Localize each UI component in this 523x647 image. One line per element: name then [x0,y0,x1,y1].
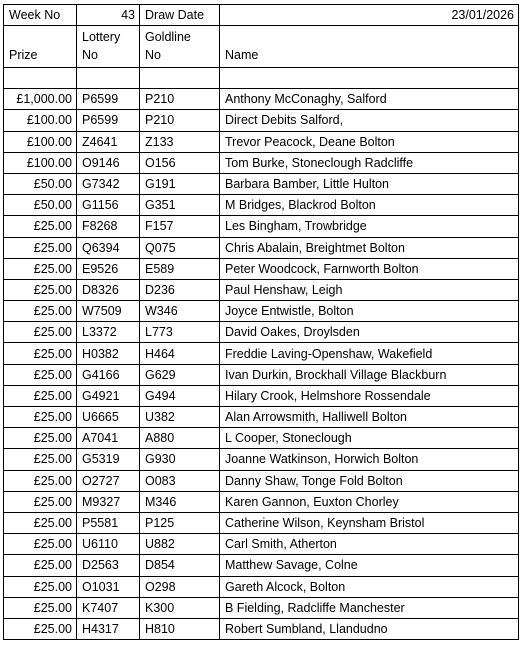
lottery-number-cell: H4317 [77,618,140,639]
goldline-header-line2: No [145,48,161,63]
lottery-number-cell: D2563 [77,555,140,576]
column-header-row [4,26,519,68]
prize-cell: £25.00 [4,301,77,322]
goldline-number-cell: Q075 [140,237,220,258]
lottery-number-cell: Z4641 [77,131,140,152]
lottery-number-cell: G4166 [77,364,140,385]
winner-name-cell: Les Bingham, Trowbridge [220,216,519,237]
prize-cell: £1,000.00 [4,89,77,110]
prize-cell: £25.00 [4,237,77,258]
winner-name-cell: Gareth Alcock, Bolton [220,576,519,597]
table-row [4,343,519,364]
prize-column-header [4,26,77,68]
table-row [4,279,519,300]
lottery-number-cell: U6110 [77,534,140,555]
lottery-number-cell: P5581 [77,512,140,533]
blank-cell [220,68,519,89]
winner-name-cell: Freddie Laving-Openshaw, Wakefield [220,343,519,364]
lottery-number-cell: D8326 [77,279,140,300]
table-row [4,512,519,533]
winner-name-cell: Matthew Savage, Colne [220,555,519,576]
table-row [4,216,519,237]
prize-cell: £100.00 [4,131,77,152]
lottery-number-cell: A7041 [77,428,140,449]
prize-cell: £25.00 [4,385,77,406]
goldline-number-cell: P210 [140,110,220,131]
lottery-number-cell: O2727 [77,470,140,491]
lottery-header-line1: Lottery [82,30,121,45]
goldline-number-cell: G191 [140,173,220,194]
winner-name-cell: M Bridges, Blackrod Bolton [220,195,519,216]
table-row [4,428,519,449]
goldline-number-cell: G351 [140,195,220,216]
prize-cell: £50.00 [4,195,77,216]
prize-cell: £25.00 [4,449,77,470]
winner-name-cell: Joyce Entwistle, Bolton [220,301,519,322]
table-row [4,195,519,216]
goldline-number-cell: F157 [140,216,220,237]
lottery-number-cell: F8268 [77,216,140,237]
winner-name-cell: B Fielding, Radcliffe Manchester [220,597,519,618]
lottery-number-cell: E9526 [77,258,140,279]
prize-cell: £25.00 [4,279,77,300]
goldline-number-cell: W346 [140,301,220,322]
lottery-number-cell: W7509 [77,301,140,322]
goldline-number-cell: P210 [140,89,220,110]
goldline-number-cell: U882 [140,534,220,555]
lottery-number-cell: P6599 [77,110,140,131]
goldline-number-cell: O298 [140,576,220,597]
winner-name-cell: Carl Smith, Atherton [220,534,519,555]
lottery-number-cell: G1156 [77,195,140,216]
prize-cell: £100.00 [4,152,77,173]
winner-name-cell: Direct Debits Salford, [220,110,519,131]
winner-name-cell: Ivan Durkin, Brockhall Village Blackburn [220,364,519,385]
lottery-number-cell: G5319 [77,449,140,470]
week-label: Week No [4,5,77,26]
results-table [3,4,519,640]
goldline-number-cell: G629 [140,364,220,385]
lottery-number-cell: Q6394 [77,237,140,258]
winner-name-cell: Karen Gannon, Euxton Chorley [220,491,519,512]
blank-cell [4,68,77,89]
table-row [4,364,519,385]
table-row [4,258,519,279]
winner-name-cell: Hilary Crook, Helmshore Rossendale [220,385,519,406]
table-row [4,597,519,618]
prize-cell: £25.00 [4,364,77,385]
prize-header-label: Prize [9,48,38,63]
table-row [4,470,519,491]
blank-cell [77,68,140,89]
winner-name-cell: Anthony McConaghy, Salford [220,89,519,110]
goldline-number-cell: L773 [140,322,220,343]
prize-cell: £25.00 [4,428,77,449]
table-row [4,152,519,173]
goldline-number-cell: K300 [140,597,220,618]
winner-name-cell: Robert Sumbland, Llandudno [220,618,519,639]
winner-name-cell: L Cooper, Stoneclough [220,428,519,449]
name-header-label: Name [225,48,259,63]
goldline-number-cell: G494 [140,385,220,406]
prize-cell: £25.00 [4,555,77,576]
prize-cell: £25.00 [4,216,77,237]
lottery-number-cell: U6665 [77,407,140,428]
lottery-number-cell: O1031 [77,576,140,597]
goldline-number-cell: D236 [140,279,220,300]
blank-cell [140,68,220,89]
goldline-number-cell: H464 [140,343,220,364]
lottery-header-line2: No [82,48,98,63]
goldline-number-cell: M346 [140,491,220,512]
lottery-number-cell: L3372 [77,322,140,343]
goldline-number-cell: O083 [140,470,220,491]
winner-name-cell: Chris Abalain, Breightmet Bolton [220,237,519,258]
table-row [4,89,519,110]
prize-cell: £25.00 [4,258,77,279]
week-value: 43 [77,5,140,26]
goldline-header-line1: Goldline [145,30,191,45]
name-column-header [220,26,519,68]
winner-name-cell: Danny Shaw, Tonge Fold Bolton [220,470,519,491]
prize-cell: £25.00 [4,618,77,639]
table-row [4,237,519,258]
lottery-number-cell: H0382 [77,343,140,364]
winner-name-cell: Peter Woodcock, Farnworth Bolton [220,258,519,279]
table-row [4,173,519,194]
blank-row [4,68,519,89]
table-row [4,301,519,322]
table-row [4,131,519,152]
goldline-number-cell: E589 [140,258,220,279]
lottery-number-cell: P6599 [77,89,140,110]
prize-cell: £25.00 [4,597,77,618]
goldline-number-cell: U382 [140,407,220,428]
goldline-number-cell: A880 [140,428,220,449]
winner-name-cell: Joanne Watkinson, Horwich Bolton [220,449,519,470]
draw-date-label: Draw Date [140,5,220,26]
goldline-number-cell: P125 [140,512,220,533]
lottery-number-cell: O9146 [77,152,140,173]
lottery-column-header [77,26,140,68]
winner-name-cell: Tom Burke, Stoneclough Radcliffe [220,152,519,173]
lottery-number-cell: G4921 [77,385,140,406]
header-row [4,5,519,26]
goldline-number-cell: D854 [140,555,220,576]
goldline-column-header [140,26,220,68]
prize-cell: £25.00 [4,407,77,428]
goldline-number-cell: G930 [140,449,220,470]
winner-name-cell: Alan Arrowsmith, Halliwell Bolton [220,407,519,428]
prize-cell: £25.00 [4,576,77,597]
draw-date-value: 23/01/2026 [220,5,519,26]
prize-cell: £25.00 [4,491,77,512]
prize-cell: £25.00 [4,343,77,364]
lottery-number-cell: M9327 [77,491,140,512]
prize-cell: £25.00 [4,534,77,555]
winner-name-cell: Trevor Peacock, Deane Bolton [220,131,519,152]
winner-name-cell: Paul Henshaw, Leigh [220,279,519,300]
table-row [4,449,519,470]
winner-name-cell: Barbara Bamber, Little Hulton [220,173,519,194]
table-row [4,534,519,555]
table-row [4,491,519,512]
table-row [4,322,519,343]
goldline-number-cell: H810 [140,618,220,639]
prize-cell: £25.00 [4,322,77,343]
goldline-number-cell: O156 [140,152,220,173]
table-row [4,555,519,576]
winner-name-cell: David Oakes, Droylsden [220,322,519,343]
prize-cell: £50.00 [4,173,77,194]
lottery-number-cell: K7407 [77,597,140,618]
prize-cell: £100.00 [4,110,77,131]
winner-name-cell: Catherine Wilson, Keynsham Bristol [220,512,519,533]
lottery-number-cell: G7342 [77,173,140,194]
table-row [4,618,519,639]
prize-cell: £25.00 [4,512,77,533]
table-row [4,110,519,131]
goldline-number-cell: Z133 [140,131,220,152]
table-row [4,385,519,406]
prize-cell: £25.00 [4,470,77,491]
table-row [4,576,519,597]
table-row [4,407,519,428]
